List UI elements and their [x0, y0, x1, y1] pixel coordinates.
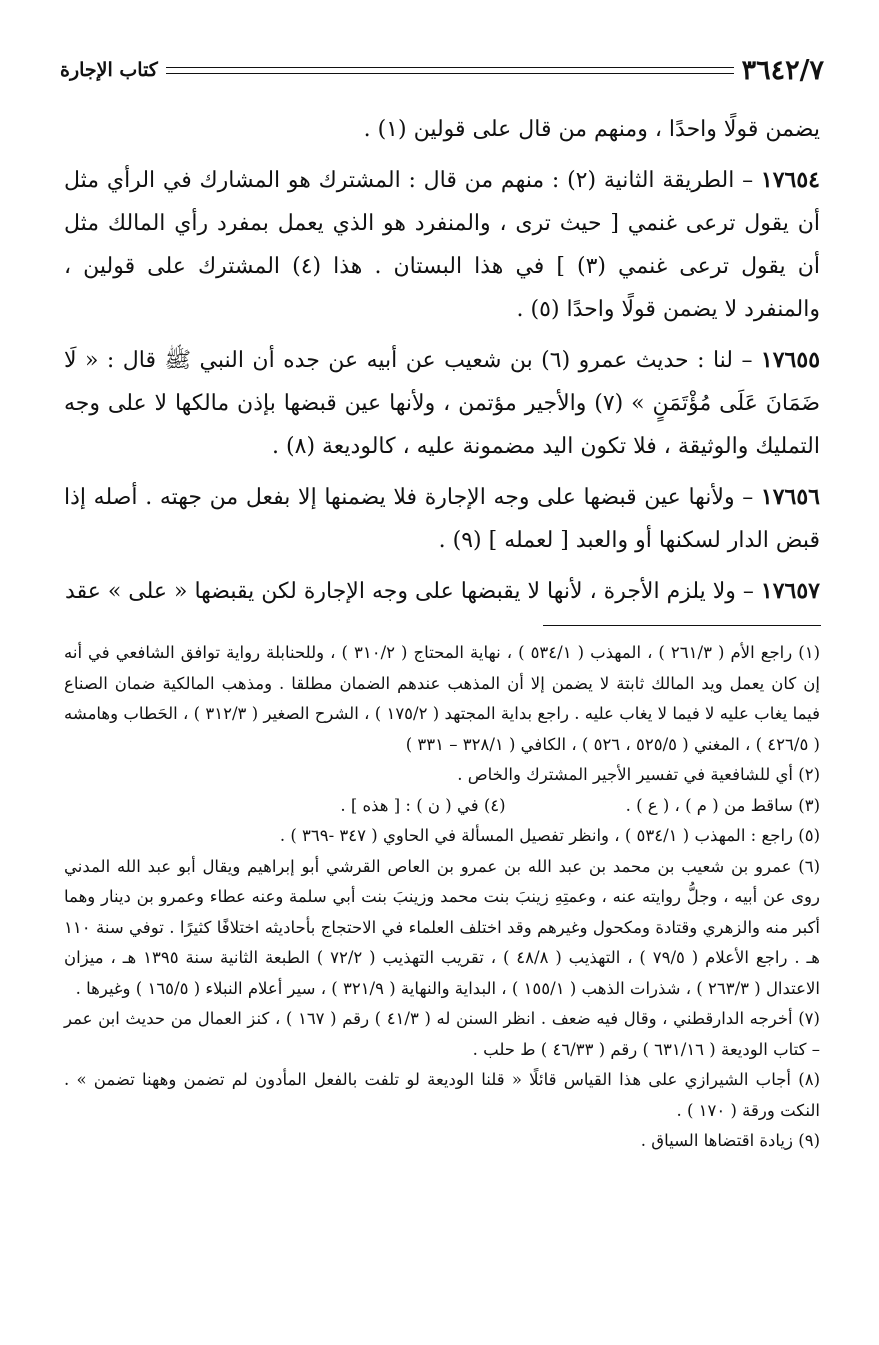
footnote-4: (٤) في ( ن ) : [ هذه ] . — [340, 795, 506, 815]
book-title: كتاب الإجارة — [60, 59, 158, 81]
footnote-3: (٣) ساقط من ( م ) ، ( ع ) . — [625, 795, 820, 815]
footnote-separator — [543, 625, 821, 626]
footnotes — [64, 638, 820, 1157]
paragraph-text: – الطريقة الثانية (٢) : منهم من قال : المشترك هو المشارك في الرأي مثل أن يقول ترعى غنمي [ حيث ترى ، والمنفرد هو الذي يعمل بمفرد رأي المالك مثل أن يقول ترعى غنمي (٣) ] في هذا البستان . هذا (٤) المشترك على قولين ، والمنفرد لا يضمن قولًا واحدًا (٥) . — [64, 168, 820, 322]
paragraph-17655 — [64, 339, 820, 468]
footnote-2: (٢) أي للشافعية في تفسير الأجير المشترك والخاص . — [457, 765, 820, 784]
paragraph-number: ١٧٦٥٧ — [760, 578, 820, 604]
main-text — [64, 108, 820, 621]
paragraph-17654 — [64, 159, 820, 331]
paragraph-continuation: يضمن قولًا واحدًا ، ومنهم من قال على قولين (١) . — [363, 117, 820, 142]
paragraph-17657 — [64, 570, 820, 613]
page-header — [60, 52, 824, 88]
footnote-9: (٩) زيادة اقتضاها السياق . — [640, 1131, 820, 1150]
footnote-7: (٧) أخرجه الدارقطني ، وقال فيه ضعف . انظر السنن له ( ٤١/٣ ) رقم ( ١٦٧ ) ، كنز العمال من حديث ابن عمر – كتاب الوديعة ( ٦٣١/١٦ ) رقم ( ٤٦/٣٣ ) ط حلب . — [64, 1009, 820, 1059]
paragraph-text: – لنا : حديث عمرو (٦) بن شعيب عن أبيه عن جده أن النبي ﷺ قال : « لَا ضَمَانَ عَلَى مُؤْتَمَنٍ » (٧) والأجير مؤتمن ، ولأنها عين قبضها بإذن مالكها لا على وجه التمليك والوثيقة ، فلا تكون اليد مضمونة عليه ، كالوديعة (٨) . — [64, 348, 821, 459]
paragraph-number: ١٧٦٥٤ — [760, 167, 820, 193]
paragraph-17656 — [64, 476, 820, 562]
paragraph-number: ١٧٦٥٦ — [760, 484, 820, 510]
paragraph-text: – ولأنها عين قبضها على وجه الإجارة فلا يضمنها إلا بفعل من جهته . أصله إذا قبض الدار لسكنها أو والعبد [ لعمله ] (٩) . — [64, 485, 820, 553]
header-rule — [166, 67, 734, 74]
footnote-5: (٥) راجع : المهذب ( ٥٣٤/١ ) ، وانظر تفصيل المسألة في الحاوي ( ٣٤٧ -٣٦٩ ) . — [279, 826, 820, 845]
footnote-8: (٨) أجاب الشيرازي على هذا القياس قائلًا « قلنا الوديعة لو تلفت بالفعل المأدون لم تضمن وههنا تضمن » . النكت ورقة ( ١٧٠ ) . — [64, 1070, 820, 1120]
footnote-1: (١) راجع الأم ( ٢٦١/٣ ) ، المهذب ( ٥٣٤/١ ) ، نهاية المحتاج ( ٣١٠/٢ ) ، وللحنابلة رواية توافق الشافعي في أنه إن كان يعمل ويد المالك ثابتة لا يضمن إلا أن المذهب عندهم الضمان مطلقا . ومذهب المالكية ضمان الصناع فيما يغاب عليه لا فيما لا يغاب عليه . راجع بداية المجتهد ( ١٧٥/٢ ) ، الشرح الصغير ( ٣١٢/٣ ) ، الحَطاب وهامشه ( ٤٢٦/٥ ) ، المغني ( ٥٢٥/٥ ، ٥٢٦ ) ، الكافي ( ٣٢٨/١ – ٣٣١ ) — [64, 643, 821, 754]
page-number: ٣٦٤٢/٧ — [741, 54, 824, 86]
footnote-row-3-4 — [64, 791, 820, 822]
paragraph-number: ١٧٦٥٥ — [760, 347, 821, 373]
paragraph-text: – ولا يلزم الأجرة ، لأنها لا يقبضها على وجه الإجارة لكن يقبضها « على » عقد — [65, 579, 761, 604]
footnote-6: (٦) عمرو بن شعيب بن محمد بن عبد الله بن عمرو بن العاص القرشي أبو إبراهيم ويقال أبو عبد الله المدني روى عن أبيه ، وجلُّ روايته عنه ، وعمتِهِ زينبَ بنت محمد وزينبَ بنت أبي سلمة وعنه عطاء وعمرو بن دينار وهما أكبر منه والزهري وقتادة ومكحول وغيرهم وقد اختلف العلماء في الاحتجاج بأحاديثه اختلافًا كثيرًا . توفي سنة ١١٠ هـ . راجع الأعلام ( ٧٩/٥ ) ، التهذيب ( ٤٨/٨ ) ، تقريب التهذيب ( ٧٢/٢ ) الطبعة الثانية سنة ١٣٩٥ هـ ، ميزان الاعتدال ( ٢٦٣/٣ ) ، شذرات الذهب ( ١٥٥/١ ) ، البداية والنهاية ( ٣٢١/٩ ) ، سير أعلام النبلاء ( ١٦٥/٥ ) وغيرها . — [64, 856, 820, 998]
